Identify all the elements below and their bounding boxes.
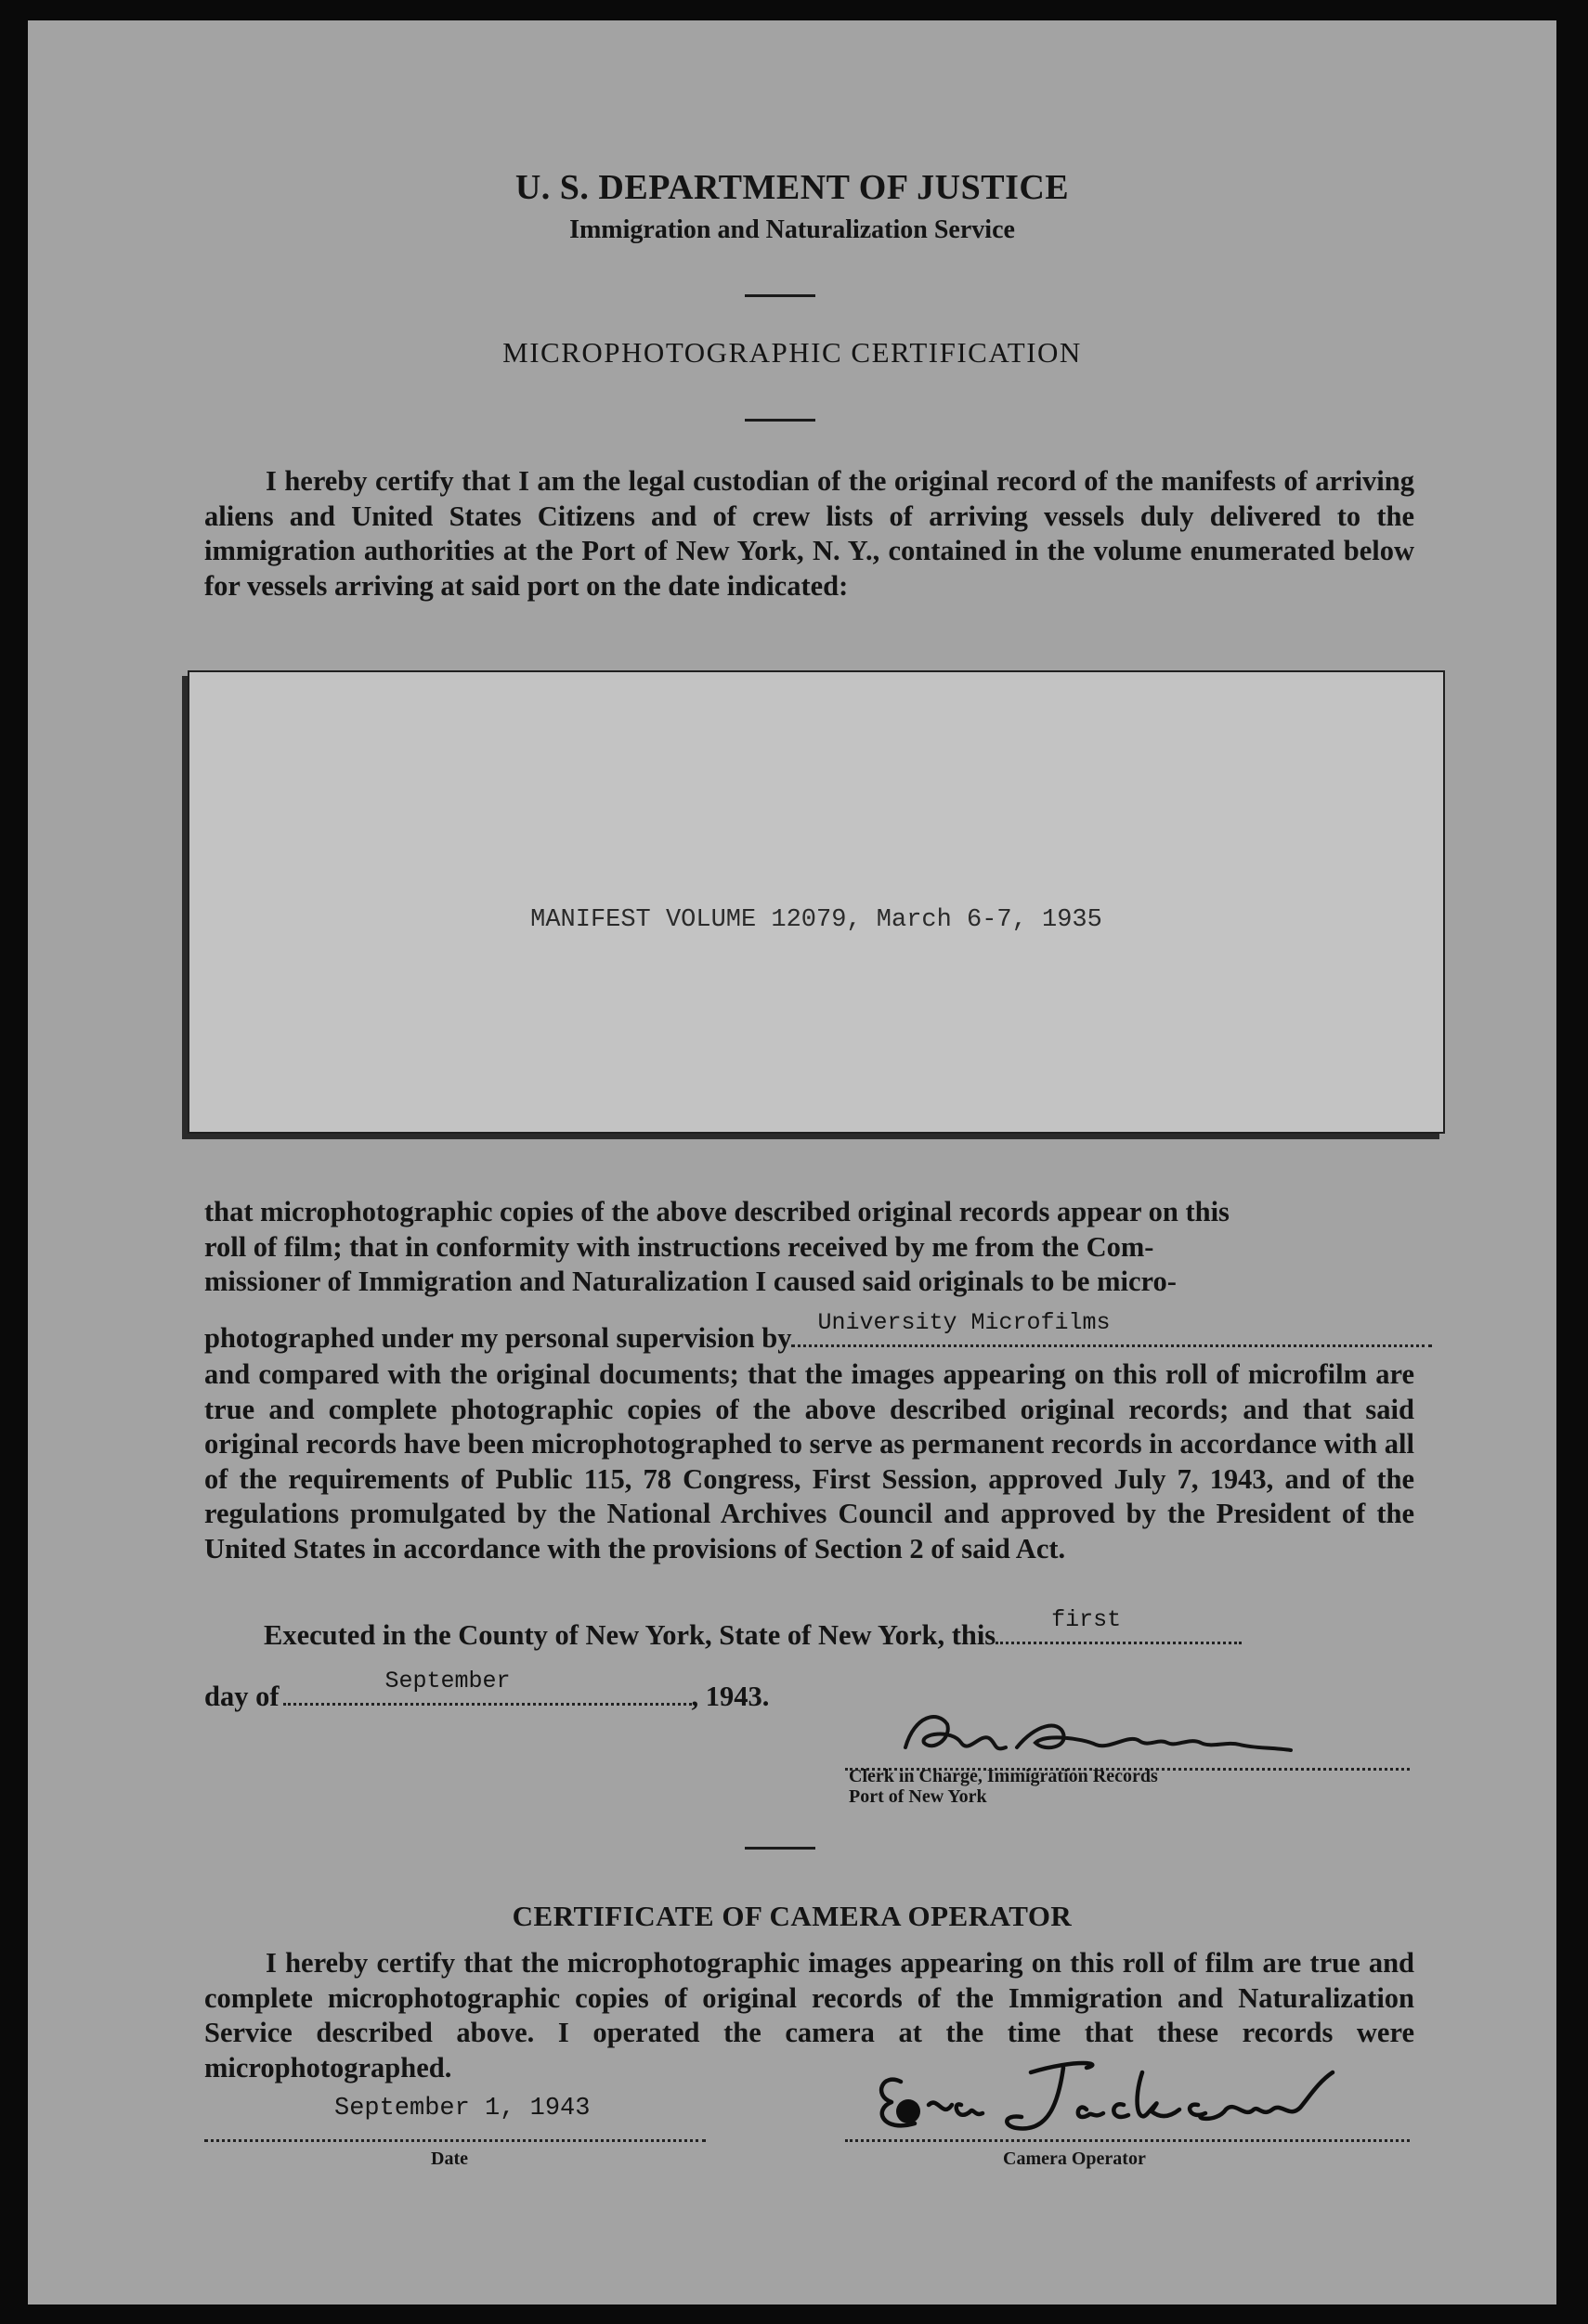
certification-page	[28, 20, 1556, 2305]
supervisor-prefix: photographed under my personal supervision by	[204, 1322, 792, 1354]
clerk-signature	[896, 1696, 1305, 1771]
intro-paragraph: I hereby certify that I am the legal custodian of the original record of the manifests of arriving aliens and United States Citizens and of crew lists of arriving vessels duly delivered to the immigration authorities at the Port of New York, N. Y., contained in the volume enumerated below for vessels arriving at said port on the date indicated:	[204, 465, 1414, 602]
camera-paragraph: I hereby certify that the microphotographic images appearing on this roll of film are true and complete microphotographic copies of original records of the Immigration and Naturalization Service described above. I operated the camera at the time that these records were microphotographed.	[204, 1947, 1414, 2084]
date-label: Date	[431, 2149, 468, 2169]
body-paragraph-rest: and compared with the original documents; that the images appearing on this roll of microfilm are true and complete photographic copies of the above described original records; and that said original records have been microphotographed to serve as permanent records in accordance with all of the requirements of Public 115, 78 Congress, First Session, approved July 7, 1943, and of the regulations promulgated by the National Archives Council and approved by the President of the United States in accordance with the provisions of Section 2 of said Act.	[204, 1358, 1414, 1564]
supervisor-value: University Microfilms	[817, 1309, 1111, 1336]
clerk-title-line-2: Port of New York	[849, 1786, 987, 1807]
day-fill	[996, 1606, 1242, 1644]
camera-heading: CERTIFICATE OF CAMERA OPERATOR	[512, 1900, 1073, 1932]
execution-prefix: Executed in the County of New York, State of New York, this	[264, 1619, 996, 1651]
divider	[745, 419, 815, 422]
supervisor-fill	[791, 1309, 1432, 1347]
day-of-line	[204, 1668, 770, 1713]
divider	[745, 1847, 815, 1850]
supervisor-line	[204, 1309, 1432, 1355]
body-text: that microphotographic copies of the above described original records appear on this	[204, 1196, 1230, 1227]
date-line	[204, 2121, 706, 2142]
document-title: U. S. DEPARTMENT OF JUSTICE	[514, 168, 1070, 207]
year-text: , 1943.	[691, 1681, 770, 1712]
clerk-title	[849, 1766, 1158, 1807]
operator-label: Camera Operator	[1003, 2149, 1146, 2169]
divider	[745, 294, 815, 297]
body-line-1	[204, 1196, 1414, 1228]
operator-signature	[864, 2045, 1365, 2147]
day-value: first	[1051, 1606, 1122, 1633]
execution-line	[264, 1606, 1242, 1652]
month-value: September	[384, 1668, 511, 1694]
document-subtitle: Immigration and Naturalization Service	[569, 215, 1015, 244]
body-line-2: roll of film; that in conformity with instructions received by me from the Com-	[204, 1231, 1154, 1263]
month-fill	[283, 1668, 692, 1706]
body-line-3: missioner of Immigration and Naturalization I caused said originals to be micro-	[204, 1266, 1177, 1297]
certification-heading: MICROPHOTOGRAPHIC CERTIFICATION	[502, 336, 1082, 369]
clerk-title-line-1: Clerk in Charge, Immigration Records	[849, 1766, 1158, 1786]
manifest-insert	[188, 670, 1445, 1134]
date-value: September 1, 1943	[334, 2095, 591, 2123]
day-of-label: day of	[204, 1681, 280, 1712]
manifest-volume-text: MANIFEST VOLUME 12079, March 6-7, 1935	[530, 906, 1102, 934]
